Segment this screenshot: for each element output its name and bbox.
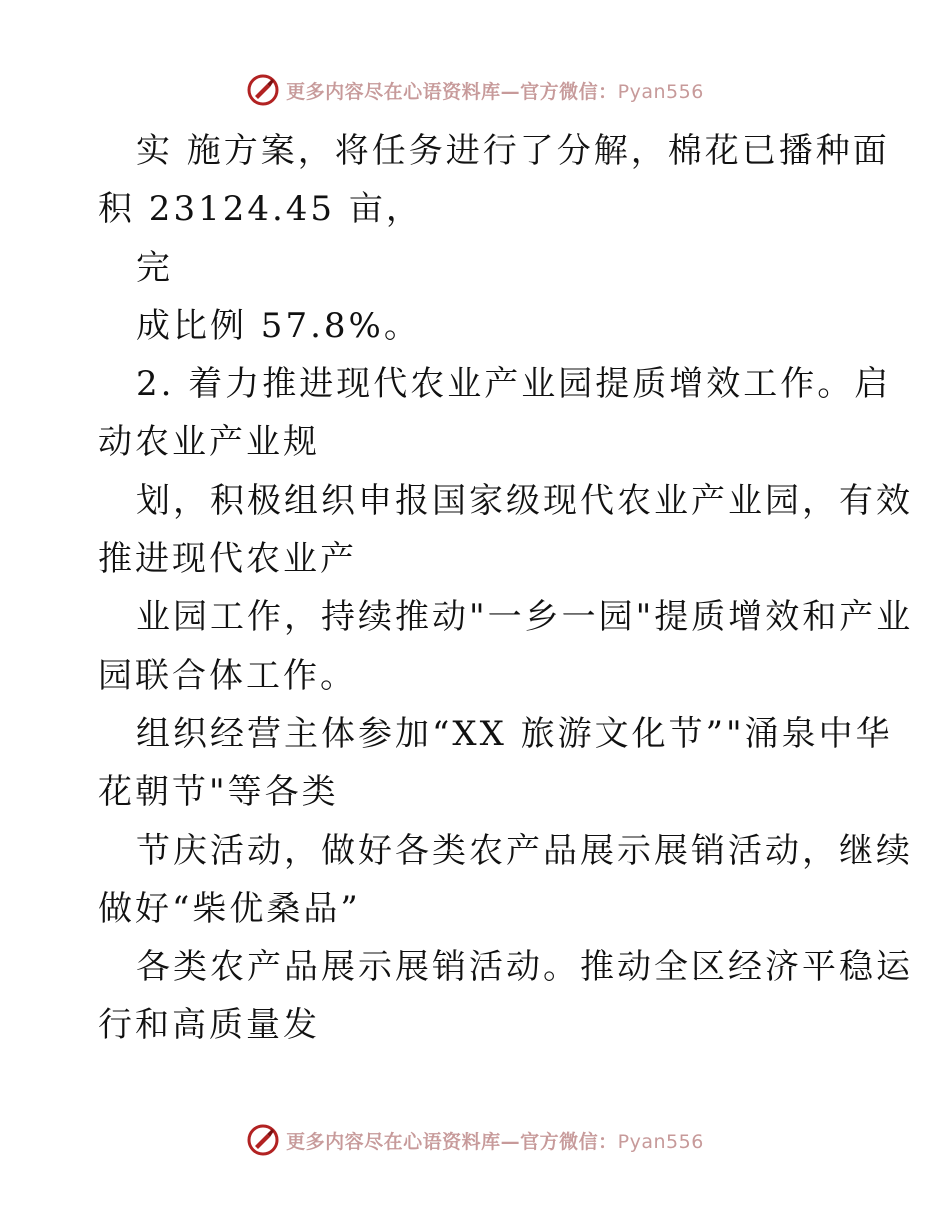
body-line: 积 23124.45 亩， [98, 189, 423, 230]
body-line: 动农业产业规 [98, 422, 320, 463]
header-banner-text [286, 77, 704, 104]
body-line: 2. 着力推进现代农业产业园提质增效工作。启 [136, 364, 892, 405]
body-line: 实 施方案，将任务进行了分解，棉花已播种面 [136, 131, 890, 171]
body-line: 节庆活动，做好各类农产品展示展销活动，继续 [136, 830, 913, 871]
footer-banner-text [286, 1127, 704, 1154]
header-banner-wechat-id: Pyan556 [617, 80, 704, 103]
body-line: 花朝节"等各类 [98, 772, 339, 813]
footer-banner-wechat-id: Pyan556 [617, 1130, 704, 1153]
body-line: 划，积极组织申报国家级现代农业产业园，有效 [136, 480, 913, 521]
body-line: 做好“柴优桑品” [98, 888, 361, 929]
body-line: 业园工作，持续推动"一乡一园"提质增效和产业 [136, 597, 914, 638]
footer-watermark-banner [0, 1120, 950, 1160]
footer-banner-text-cn: 更多内容尽在心语资料库—官方微信： [286, 1130, 618, 1153]
body-line: 行和高质量发 [98, 1005, 320, 1046]
body-line: 推进现代农业产 [98, 539, 357, 580]
body-line: 完 [136, 247, 173, 288]
pen-nib-logo-icon [246, 73, 280, 107]
document-body [98, 122, 914, 1055]
body-line: 组织经营主体参加“XX 旅游文化节”"涌泉中华 [136, 713, 893, 754]
pen-nib-logo-icon [246, 1123, 280, 1157]
header-watermark-banner [0, 70, 950, 110]
body-line: 成比例 57.8%。 [136, 305, 421, 346]
header-banner-text-cn: 更多内容尽在心语资料库—官方微信： [286, 80, 618, 103]
body-line: 园联合体工作。 [98, 655, 357, 696]
body-line: 各类农产品展示展销活动。推动全区经济平稳运 [136, 947, 913, 988]
